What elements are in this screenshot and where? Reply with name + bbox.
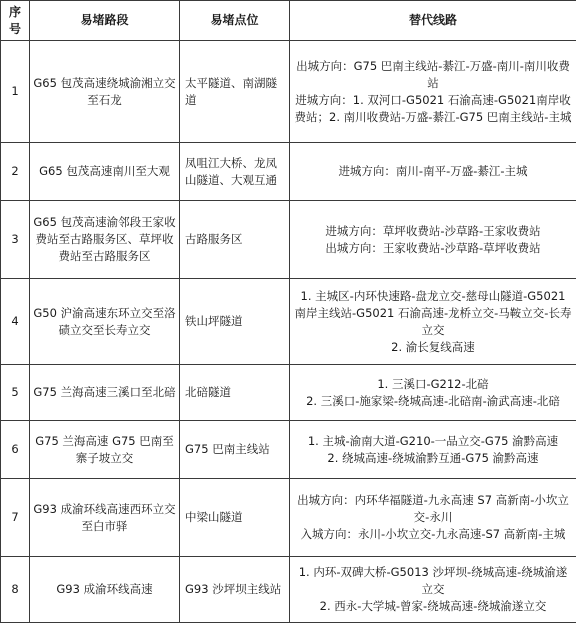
row-no: 2 — [1, 143, 30, 201]
row-no: 8 — [1, 557, 30, 623]
row-segment: G50 沪渝高速东环立交至洛碛立交至长寿立交 — [30, 279, 180, 365]
row-segment: G75 兰海高速三溪口至北碚 — [30, 365, 180, 421]
alt-route-line: 1. 主城-渝南大道-G210-一品立交-G75 渝黔高速 — [293, 433, 573, 450]
alt-route-line: 1. 内环-双碑大桥-G5013 沙坪坝-绕城高速-绕城渝遂立交 — [293, 564, 573, 598]
header-alt-route: 替代线路 — [290, 1, 576, 41]
table-row — [1, 557, 576, 623]
row-point: G75 巴南主线站 — [180, 421, 290, 479]
header-no: 序号 — [1, 1, 30, 41]
row-point: 北碚隧道 — [180, 365, 290, 421]
row-point: 中梁山隧道 — [180, 479, 290, 557]
table-row — [1, 421, 576, 479]
row-alt-route — [290, 201, 576, 279]
row-no: 4 — [1, 279, 30, 365]
alt-route-line: 进城方向：南川-南平-万盛-綦江-主城 — [293, 163, 573, 180]
alt-route-line: 入城方向：永川-小坎立交-九永高速-S7 高新南-主城 — [293, 526, 573, 543]
alt-route-line: 进城方向：草坪收费站-沙草路-王家收费站 — [293, 223, 573, 240]
row-point: G93 沙坪坝主线站 — [180, 557, 290, 623]
table-row — [1, 479, 576, 557]
alt-route-line: 2. 三溪口-施家梁-绕城高速-北碚南-渝武高速-北碚 — [293, 393, 573, 410]
row-segment: G65 包茂高速南川至大观 — [30, 143, 180, 201]
row-alt-route — [290, 279, 576, 365]
alt-route-line: 2. 渝长复线高速 — [293, 339, 573, 356]
table-row — [1, 41, 576, 143]
row-no: 5 — [1, 365, 30, 421]
row-segment: G65 包茂高速渝邻段王家收费站至古路服务区、草坪收费站至古路服务区 — [30, 201, 180, 279]
alt-route-line: 出城方向：内环华福隧道-九永高速 S7 高新南-小坎立交-永川 — [293, 492, 573, 526]
alt-route-line: 2. 西永-大学城-曾家-绕城高速-绕城渝遂立交 — [293, 598, 573, 615]
row-segment: G65 包茂高速绕城渝湘立交至石龙 — [30, 41, 180, 143]
alt-route-line: 1. 三溪口-G212-北碚 — [293, 376, 573, 393]
header-segment: 易堵路段 — [30, 1, 180, 41]
table-row — [1, 201, 576, 279]
row-no: 1 — [1, 41, 30, 143]
row-alt-route — [290, 41, 576, 143]
header-point: 易堵点位 — [180, 1, 290, 41]
table-row — [1, 143, 576, 201]
alt-route-line: 进城方向：1. 双河口-G5021 石渝高速-G5021南岸收费站；2. 南川收费站-万盛-綦江-G75 巴南主线站-主城 — [293, 92, 573, 126]
row-no: 7 — [1, 479, 30, 557]
row-alt-route — [290, 479, 576, 557]
row-point: 凤咀江大桥、龙凤山隧道、大观互通 — [180, 143, 290, 201]
row-point: 铁山坪隧道 — [180, 279, 290, 365]
row-segment: G93 成渝环线高速 — [30, 557, 180, 623]
table-row — [1, 365, 576, 421]
alt-route-line: 出城方向：王家收费站-沙草路-草坪收费站 — [293, 240, 573, 257]
row-segment: G75 兰海高速 G75 巴南至寨子坡立交 — [30, 421, 180, 479]
alt-route-line: 1. 主城区-内环快速路-盘龙立交-慈母山隧道-G5021 南岸主线站-G5021 石渝高速-龙桥立交-马鞍立交-长寿立交 — [293, 288, 573, 339]
alt-route-line: 2. 绕城高速-绕城渝黔互通-G75 渝黔高速 — [293, 450, 573, 467]
header-row — [1, 1, 576, 41]
row-point: 古路服务区 — [180, 201, 290, 279]
row-point: 太平隧道、南湖隧道 — [180, 41, 290, 143]
row-alt-route — [290, 557, 576, 623]
row-no: 6 — [1, 421, 30, 479]
table-row — [1, 279, 576, 365]
row-no: 3 — [1, 201, 30, 279]
row-segment: G93 成渝环线高速西环立交至白市驿 — [30, 479, 180, 557]
alt-route-line: 出城方向：G75 巴南主线站-綦江-万盛-南川-南川收费站 — [293, 58, 573, 92]
row-alt-route — [290, 143, 576, 201]
row-alt-route — [290, 365, 576, 421]
row-alt-route — [290, 421, 576, 479]
